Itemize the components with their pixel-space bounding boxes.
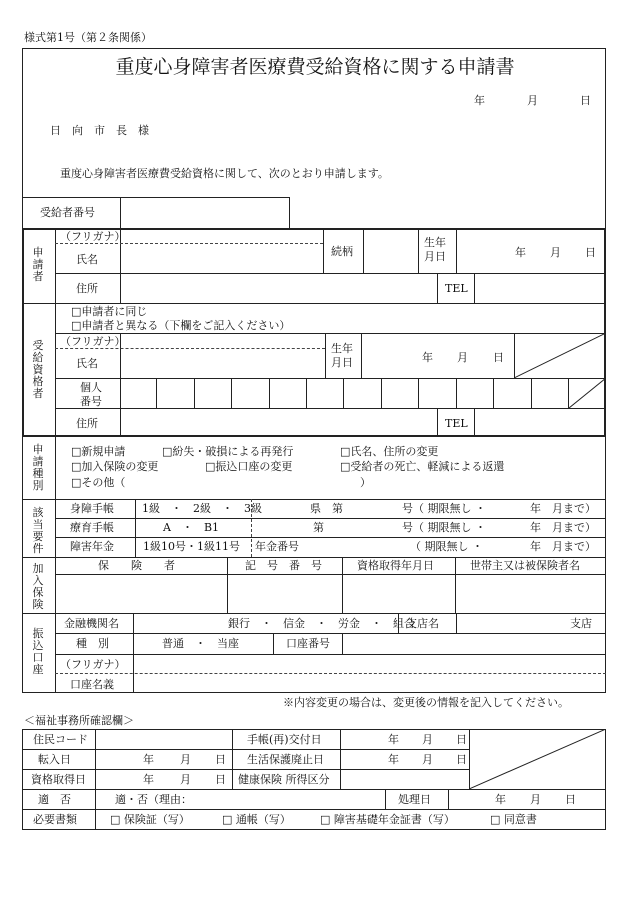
qualified-furigana-label: （フリガナ） bbox=[60, 335, 126, 348]
office-welfare-year: 年 bbox=[388, 753, 399, 766]
process-date-label: 処理日 bbox=[398, 793, 431, 806]
requirement-number-label: 県 第 bbox=[310, 502, 343, 515]
personal-number-digit[interactable] bbox=[270, 378, 307, 408]
qualified-address-label: 住所 bbox=[76, 417, 98, 430]
personal-number-digit[interactable] bbox=[120, 378, 157, 408]
insurance-number-field[interactable] bbox=[229, 576, 341, 612]
qualified-tel-field[interactable] bbox=[476, 410, 604, 436]
personal-number-digit[interactable] bbox=[494, 378, 531, 408]
approval-label: 適 否 bbox=[38, 793, 71, 806]
requirement-period[interactable]: 号（ 期限無し ・ bbox=[402, 521, 486, 534]
applicant-address-label: 住所 bbox=[76, 282, 98, 295]
insurance-header-date: 資格取得年月日 bbox=[357, 559, 434, 572]
qualified-section: 受給資格者 bbox=[32, 339, 44, 401]
approval-value[interactable]: 適・否（理由： bbox=[115, 793, 192, 806]
notebook-issue-label: 手帳(再)交付日 bbox=[247, 733, 322, 746]
applicant-furigana-label: （フリガナ） bbox=[60, 230, 126, 243]
application-type-section: 申請種別 bbox=[32, 443, 44, 493]
requirement-period[interactable]: 号（ 期限無し ・ bbox=[402, 502, 486, 515]
requirement-period[interactable]: （ 期限無し ・ bbox=[410, 540, 483, 553]
personal-number-digit[interactable] bbox=[195, 378, 232, 408]
process-month: 月 bbox=[530, 793, 541, 806]
applicant-relation-field[interactable] bbox=[365, 230, 417, 273]
bank-branch-label: 支店名 bbox=[406, 617, 439, 630]
option-other-close: ） bbox=[360, 476, 371, 489]
move-in-label: 転入日 bbox=[38, 753, 71, 766]
office-issue-day: 日 bbox=[456, 733, 467, 746]
requirement-number-label: 年金番号 bbox=[255, 540, 299, 553]
option-insurance-change[interactable]: □加入保険の変更 bbox=[71, 460, 159, 473]
bank-institution-label: 金融機関名 bbox=[64, 617, 119, 630]
office-slash bbox=[469, 729, 606, 789]
applicant-birth-year: 年 bbox=[515, 246, 526, 259]
requirement-until: 年 月まで） bbox=[530, 540, 596, 553]
personal-number-digit[interactable] bbox=[419, 378, 456, 408]
office-qual-day: 日 bbox=[215, 773, 226, 786]
office-movein-month: 月 bbox=[180, 753, 191, 766]
account-name-label: 口座名義 bbox=[70, 678, 114, 691]
qualified-address-field[interactable] bbox=[122, 410, 436, 436]
requirement-label: 療育手帳 bbox=[70, 521, 114, 534]
form-title: 重度心身障害者医療費受給資格に関する申請書 bbox=[115, 56, 515, 78]
bank-kind-label: 種 別 bbox=[76, 637, 109, 650]
account-number-label: 口座番号 bbox=[286, 637, 330, 650]
form-number: 様式第1号（第２条関係） bbox=[24, 31, 152, 44]
resident-code-label: 住民コード bbox=[33, 733, 88, 746]
option-account-change[interactable]: □振込口座の変更 bbox=[205, 460, 293, 473]
recipient-number-label: 受給者番号 bbox=[40, 206, 95, 219]
option-other[interactable]: □その他（ bbox=[71, 476, 126, 489]
account-furigana-label: （フリガナ） bbox=[60, 658, 126, 671]
applicant-birth-label: 生年月日 bbox=[424, 236, 446, 264]
applicant-name-label: 氏名 bbox=[76, 253, 98, 266]
office-title: ＜福祉事務所確認欄＞ bbox=[24, 714, 134, 727]
bank-kind-options[interactable]: 普通 ・ 当座 bbox=[162, 637, 239, 650]
requirement-until: 年 月まで） bbox=[530, 502, 596, 515]
office-issue-year: 年 bbox=[388, 733, 399, 746]
doc-consent[interactable]: □ 同意書 bbox=[490, 813, 537, 826]
requirement-until: 年 月まで） bbox=[530, 521, 596, 534]
applicant-birth-day: 日 bbox=[585, 246, 596, 259]
insurance-date-field[interactable] bbox=[344, 576, 454, 612]
account-name-field[interactable] bbox=[135, 675, 604, 692]
date-day: 日 bbox=[580, 94, 591, 107]
process-year: 年 bbox=[495, 793, 506, 806]
personal-number-digit[interactable] bbox=[532, 378, 569, 408]
bank-branch-suffix: 支店 bbox=[570, 617, 592, 630]
applicant-birth-month: 月 bbox=[550, 246, 561, 259]
applicant-tel-field[interactable] bbox=[476, 275, 604, 302]
qualified-birth-slash bbox=[514, 333, 606, 378]
doc-pension-certificate[interactable]: □ 障害基礎年金証書（写） bbox=[320, 813, 455, 826]
requirements-section: 該当要件 bbox=[32, 506, 44, 556]
addressee: 日 向 市 長 様 bbox=[50, 124, 149, 137]
bank-section: 振込口座 bbox=[32, 627, 44, 677]
office-issue-month: 月 bbox=[422, 733, 433, 746]
option-return[interactable]: □受給者の死亡、軽減による返還 bbox=[340, 460, 505, 473]
office-movein-day: 日 bbox=[215, 753, 226, 766]
bank-types: 銀行 ・ 信金 ・ 労金 ・ 組合 bbox=[228, 617, 415, 630]
insurance-holder-field[interactable] bbox=[457, 576, 604, 612]
insurance-header-insurer: 保 険 者 bbox=[98, 559, 175, 572]
health-ins-label: 健康保険 所得区分 bbox=[238, 773, 330, 786]
date-year: 年 bbox=[474, 94, 485, 107]
office-qual-year: 年 bbox=[143, 773, 154, 786]
applicant-relation-label: 続柄 bbox=[331, 245, 353, 258]
office-welfare-month: 月 bbox=[422, 753, 433, 766]
insurance-header-number: 記 号 番 号 bbox=[245, 559, 322, 572]
office-welfare-day: 日 bbox=[456, 753, 467, 766]
qualified-name-label: 氏名 bbox=[76, 357, 98, 370]
applicant-tel-label: TEL bbox=[445, 282, 468, 295]
insurer-field[interactable] bbox=[57, 576, 226, 612]
option-new[interactable]: □新規申請 bbox=[71, 445, 126, 458]
option-reissue[interactable]: □紛失・破損による再発行 bbox=[162, 445, 294, 458]
personal-number-digit[interactable] bbox=[345, 378, 382, 408]
qualified-birth-label: 生年月日 bbox=[331, 342, 353, 370]
qualified-birth-month: 月 bbox=[457, 351, 468, 364]
personal-number-digit[interactable] bbox=[157, 378, 194, 408]
welfare-end-label: 生活保護廃止日 bbox=[247, 753, 324, 766]
personal-number-digit[interactable] bbox=[382, 378, 419, 408]
qualified-same-checkbox[interactable]: □申請者に同じ bbox=[71, 305, 148, 318]
applicant-section: 申請者 bbox=[32, 246, 44, 284]
qual-date-label: 資格取得日 bbox=[31, 773, 86, 786]
qualified-birth-year: 年 bbox=[422, 351, 433, 364]
required-docs-label: 必要書類 bbox=[33, 813, 77, 826]
requirement-grade[interactable]: A ・ B1 bbox=[163, 521, 220, 534]
process-day: 日 bbox=[565, 793, 576, 806]
intro-text: 重度心身障害者医療費受給資格に関して、次のとおり申請します。 bbox=[60, 167, 389, 180]
doc-insurance-card[interactable]: □ 保険証（写） bbox=[110, 813, 190, 826]
change-note: ※内容変更の場合は、変更後の情報を記入してください。 bbox=[283, 696, 569, 709]
applicant-address-field[interactable] bbox=[122, 275, 436, 302]
date-month: 月 bbox=[527, 94, 538, 107]
office-movein-year: 年 bbox=[143, 753, 154, 766]
qualified-tel-label: TEL bbox=[445, 417, 468, 430]
qualified-name-field[interactable] bbox=[122, 350, 324, 376]
requirement-grade[interactable]: 1級 ・ 2級 ・ 3級 bbox=[142, 502, 262, 515]
personal-number-label: 個人番号 bbox=[80, 381, 102, 409]
requirement-label: 身障手帳 bbox=[70, 502, 114, 515]
personal-number-digit[interactable] bbox=[307, 378, 344, 408]
personal-number-slash bbox=[569, 378, 606, 408]
personal-number-digit[interactable] bbox=[457, 378, 494, 408]
insurance-section: 加入保険 bbox=[32, 562, 44, 612]
insurance-header-holder: 世帯主又は被保険者名 bbox=[470, 559, 580, 572]
doc-passbook[interactable]: □ 通帳（写） bbox=[222, 813, 291, 826]
applicant-name-field[interactable] bbox=[122, 245, 322, 272]
qualified-birth-day: 日 bbox=[493, 351, 504, 364]
option-name-address-change[interactable]: □氏名、住所の変更 bbox=[340, 445, 439, 458]
requirement-label: 障害年金 bbox=[70, 540, 114, 553]
qualified-different-checkbox[interactable]: □申請者と異なる（下欄をご記入ください） bbox=[71, 319, 291, 332]
requirement-number-label: 第 bbox=[313, 521, 324, 534]
requirement-grade[interactable]: 1級10号・1級11号 bbox=[143, 540, 240, 553]
personal-number-digit[interactable] bbox=[232, 378, 269, 408]
recipient-number-field[interactable] bbox=[122, 199, 287, 227]
office-qual-month: 月 bbox=[180, 773, 191, 786]
